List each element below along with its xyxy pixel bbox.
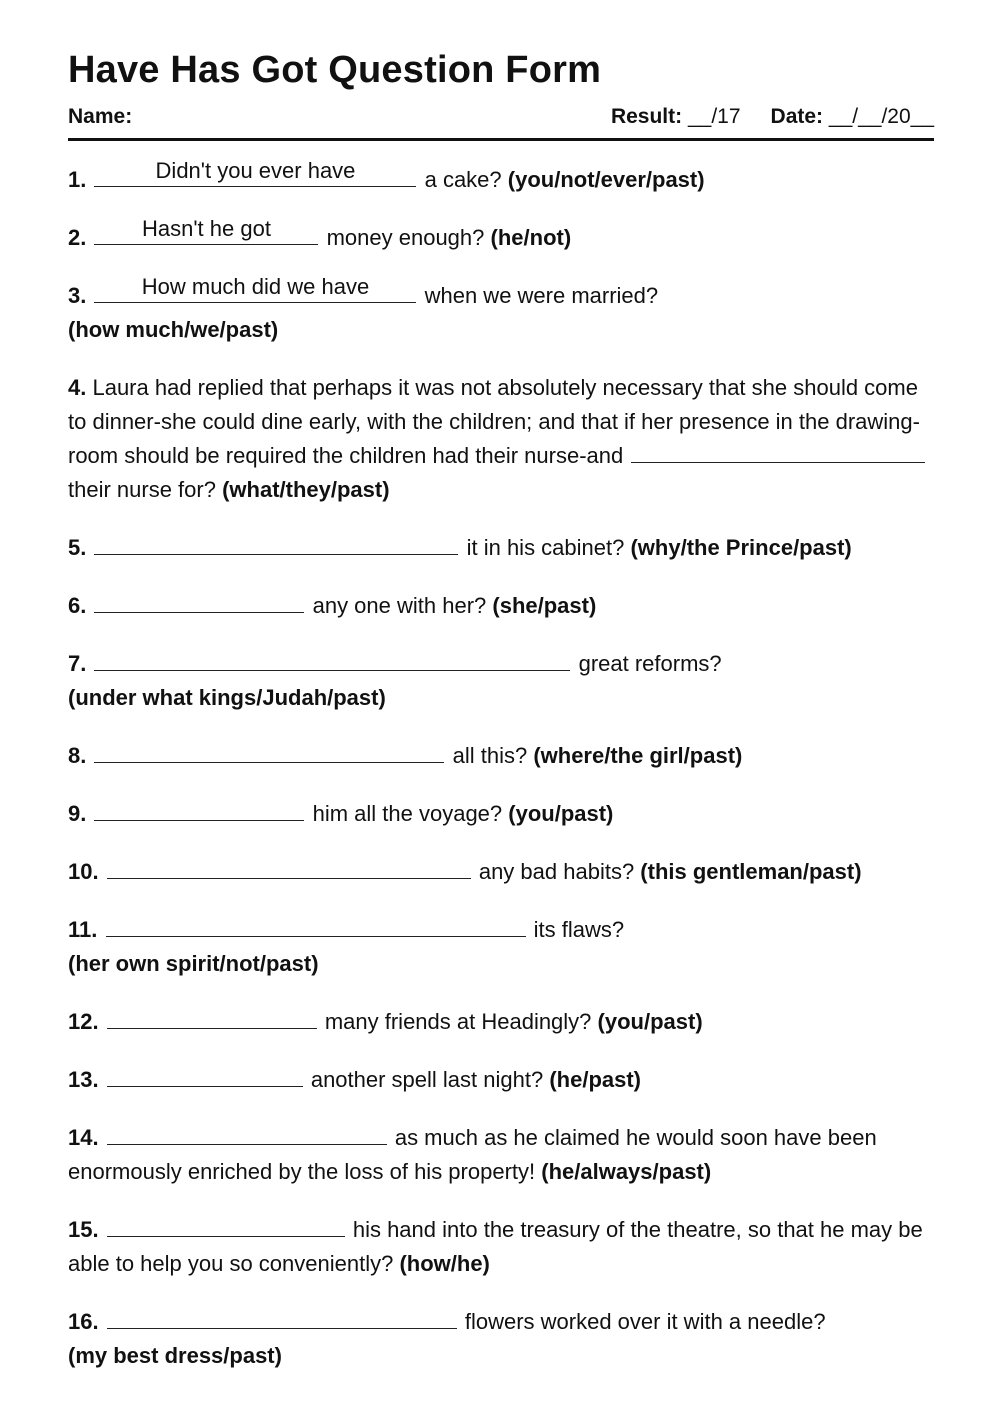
question-hint: (you/past) bbox=[508, 801, 614, 826]
result-label: Result: bbox=[610, 105, 683, 128]
answer-blank[interactable] bbox=[94, 740, 444, 763]
answer-blank[interactable] bbox=[106, 914, 526, 937]
question-text: it in his cabinet? bbox=[460, 535, 631, 560]
answer-blank[interactable] bbox=[107, 1122, 387, 1145]
question-hint: (this gentleman/past) bbox=[640, 859, 862, 884]
question-hint: (why/the Prince/past) bbox=[630, 535, 852, 560]
question-text: another spell last night? bbox=[304, 1067, 550, 1092]
question-hint: (he/past) bbox=[549, 1067, 642, 1092]
question-text: money enough? bbox=[320, 225, 491, 250]
question-item bbox=[68, 589, 934, 623]
question-hint: (you/past) bbox=[597, 1009, 703, 1034]
question-number: 5. bbox=[68, 535, 87, 560]
answer-text: How much did we have bbox=[141, 274, 370, 299]
date-label: Date: bbox=[770, 105, 824, 128]
question-item bbox=[68, 1121, 934, 1189]
question-number: 15. bbox=[68, 1217, 99, 1242]
question-number: 1. bbox=[68, 167, 87, 192]
question-text: great reforms? bbox=[572, 651, 722, 676]
answer-blank[interactable] bbox=[107, 856, 471, 879]
answer-text: Didn't you ever have bbox=[155, 158, 356, 183]
question-item bbox=[68, 913, 934, 981]
question-item bbox=[68, 216, 934, 255]
answer-blank[interactable] bbox=[94, 532, 458, 555]
answer-blank[interactable] bbox=[107, 1006, 317, 1029]
question-number: 2. bbox=[68, 225, 87, 250]
question-hint: (he/always/past) bbox=[541, 1159, 712, 1184]
question-item bbox=[68, 1213, 934, 1281]
question-text: their nurse for? bbox=[68, 477, 223, 502]
answer-blank[interactable] bbox=[94, 274, 416, 303]
question-item bbox=[68, 855, 934, 889]
question-number: 9. bbox=[68, 801, 87, 826]
question-hint: (her own spirit/not/past) bbox=[68, 951, 319, 976]
question-hint: (my best dress/past) bbox=[68, 1343, 282, 1368]
question-hint: (how/he) bbox=[399, 1251, 490, 1276]
question-item bbox=[68, 1063, 934, 1097]
date-value: __/__/20__ bbox=[828, 105, 934, 128]
question-text: any bad habits? bbox=[472, 859, 641, 884]
answer-blank[interactable] bbox=[94, 590, 304, 613]
answer-blank[interactable] bbox=[107, 1064, 303, 1087]
question-number: 8. bbox=[68, 743, 87, 768]
question-item bbox=[68, 158, 934, 197]
question-number: 13. bbox=[68, 1067, 99, 1092]
question-text: all this? bbox=[446, 743, 534, 768]
question-text: as much as he claimed he would soon have been enormously enriched by the loss of his property! bbox=[68, 1125, 877, 1184]
question-item bbox=[68, 531, 934, 565]
question-list bbox=[68, 158, 934, 1373]
question-hint: (you/not/ever/past) bbox=[507, 167, 705, 192]
question-number: 11. bbox=[68, 917, 98, 942]
question-number: 16. bbox=[68, 1309, 99, 1334]
question-item bbox=[68, 1305, 934, 1373]
question-hint: (he/not) bbox=[490, 225, 572, 250]
answer-blank[interactable] bbox=[107, 1306, 457, 1329]
question-item bbox=[68, 739, 934, 773]
question-hint: (she/past) bbox=[492, 593, 597, 618]
result-date-group bbox=[611, 102, 934, 132]
question-item bbox=[68, 1005, 934, 1039]
answer-blank[interactable] bbox=[94, 158, 416, 187]
question-item bbox=[68, 371, 934, 507]
question-hint: (under what kings/Judah/past) bbox=[68, 685, 386, 710]
question-text: its flaws? bbox=[527, 917, 625, 942]
answer-blank[interactable] bbox=[94, 798, 304, 821]
worksheet bbox=[68, 44, 934, 1397]
question-hint: (how much/we/past) bbox=[68, 317, 279, 342]
question-number: 12. bbox=[68, 1009, 99, 1034]
question-item bbox=[68, 647, 934, 715]
question-number: 6. bbox=[68, 593, 87, 618]
answer-blank[interactable] bbox=[107, 1214, 345, 1237]
answer-text: Hasn't he got bbox=[142, 216, 271, 241]
result-value: __/17 bbox=[687, 105, 741, 128]
question-text-before: Laura had replied that perhaps it was not absolutely necessary that she should come to dinner-she could dine early, with the children; and that if her presence in the drawing-room should be required the children had their nurse-and bbox=[68, 375, 920, 468]
answer-blank[interactable] bbox=[94, 648, 570, 671]
question-item bbox=[68, 797, 934, 831]
question-hint: (what/they/past) bbox=[222, 477, 390, 502]
answer-blank[interactable] bbox=[631, 440, 925, 463]
question-text: many friends at Headingly? bbox=[318, 1009, 598, 1034]
header-divider bbox=[68, 138, 934, 141]
question-text: his hand into the treasury of the theatre, so that he may be able to help you so conveniently? bbox=[68, 1217, 923, 1276]
question-number: 4. bbox=[68, 375, 87, 400]
header-meta bbox=[68, 102, 934, 132]
name-label: Name: bbox=[68, 105, 133, 128]
question-hint: (where/the girl/past) bbox=[533, 743, 743, 768]
question-number: 3. bbox=[68, 283, 87, 308]
question-text: any one with her? bbox=[306, 593, 493, 618]
question-number: 14. bbox=[68, 1125, 99, 1150]
question-number: 7. bbox=[68, 651, 87, 676]
question-text: a cake? bbox=[418, 167, 508, 192]
question-text: him all the voyage? bbox=[306, 801, 509, 826]
question-number: 10. bbox=[68, 859, 99, 884]
page-title: Have Has Got Question Form bbox=[68, 49, 602, 91]
question-text: flowers worked over it with a needle? bbox=[458, 1309, 826, 1334]
question-item bbox=[68, 274, 934, 347]
answer-blank[interactable] bbox=[94, 216, 318, 245]
question-text: when we were married? bbox=[418, 283, 659, 308]
